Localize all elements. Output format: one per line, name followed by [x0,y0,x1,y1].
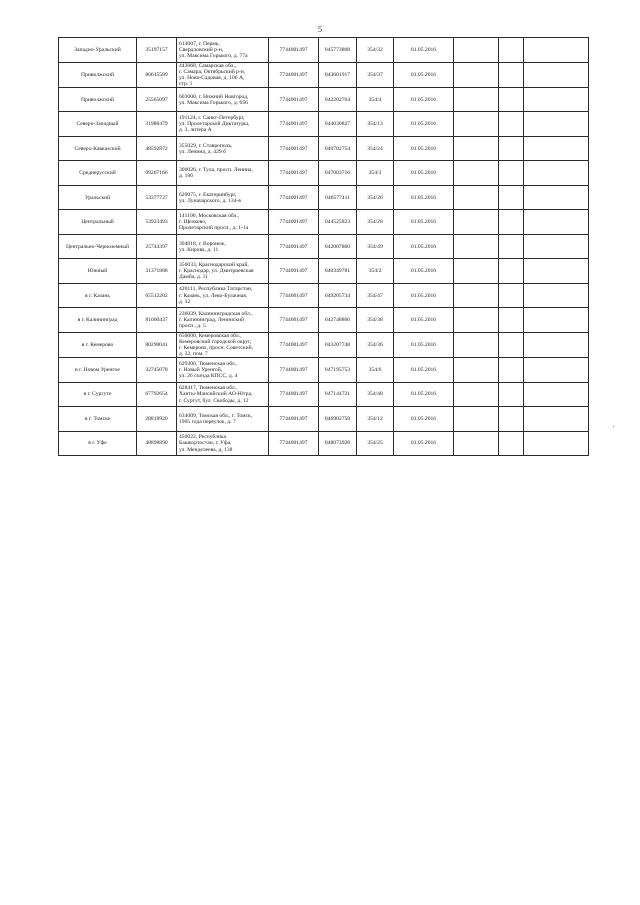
address-cell [177,407,269,432]
empty-cell [454,431,499,456]
order-number-cell: 354/4 [357,87,394,112]
code-cell: 67792654 [137,382,177,407]
date-cell: 01.05.2016 [394,382,454,407]
address-line: ул. Пролетарской Диктатуры, [179,121,250,128]
date-cell: 01.05.2016 [394,185,454,210]
branch-name-cell: Центрально-Черноземный [59,234,137,259]
empty-cell [454,382,499,407]
address-cell [177,62,269,87]
code-cell: 48592872 [137,136,177,161]
code-cell: 09267166 [137,161,177,186]
inn-cell: 7744001497 [269,136,319,161]
address-line: 350033, Краснодарский край, [179,261,249,268]
empty-cell [524,185,589,210]
empty-cell [499,332,524,357]
empty-cell [499,62,524,87]
inn-cell: 7744001497 [269,407,319,432]
code-cell: 25565097 [137,87,177,112]
branch-name-cell: Северо-Западный [59,112,137,137]
empty-cell [499,234,524,259]
order-number-cell: 354/49 [357,234,394,259]
bik-cell: 046902758 [319,407,357,432]
code-cell: 28818920 [137,407,177,432]
date-cell: 01.05.2016 [394,38,454,63]
bik-cell: 043207748 [319,332,357,357]
date-cell: 01.05.2016 [394,259,454,284]
empty-cell [499,161,524,186]
date-cell: 01.05.2016 [394,234,454,259]
empty-cell [499,259,524,284]
order-number-cell: 354/12 [357,407,394,432]
order-number-cell: 354/36 [357,332,394,357]
address-line: г. Самара, Октябрьский р-н, [179,68,246,75]
address-cell [177,136,269,161]
order-number-cell: 354/48 [357,382,394,407]
address-cell [177,87,269,112]
date-cell: 01.05.2016 [394,136,454,161]
address-cell [177,308,269,333]
address-cell [177,283,269,308]
date-cell: 01.05.2016 [394,407,454,432]
branch-name-cell: в г. Казань [59,283,137,308]
address-cell [177,259,269,284]
address-line: ул. Максима Горького, д. 656 [179,99,248,106]
empty-cell [454,234,499,259]
address-cell [177,382,269,407]
address-line: просп., д. 5 [179,323,206,330]
empty-cell [454,161,499,186]
empty-cell [454,259,499,284]
table-row [59,210,589,235]
inn-cell: 7744001497 [269,210,319,235]
order-number-cell: 354/24 [357,136,394,161]
address-line: ул. Луначарского, д. 134-в [179,197,241,204]
table-row [59,161,589,186]
branch-name-cell: Северо-Кавказский [59,136,137,161]
address-cell [177,112,269,137]
date-cell: 01.05.2016 [394,62,454,87]
table-row [59,259,589,284]
code-cell: 31371888 [137,259,177,284]
empty-cell [499,112,524,137]
table-row [59,87,589,112]
address-line: ул. Максима Горького, д. 77а [179,52,248,59]
empty-cell [499,382,524,407]
address-line: 450022, Республика [179,434,227,441]
inn-cell: 7744001497 [269,185,319,210]
empty-cell [524,283,589,308]
bik-cell: 049205734 [319,283,357,308]
code-cell: 80615589 [137,62,177,87]
code-cell: 35197157 [137,38,177,63]
branch-name-cell: Среднерусский [59,161,137,186]
address-cell [177,210,269,235]
address-line: 629300, Тюменская обл., [179,360,238,367]
bik-cell: 048073928 [319,431,357,456]
address-line: Ханты-Мансийский АО-Югра, [179,391,253,398]
inn-cell: 7744001497 [269,87,319,112]
order-number-cell: 354/32 [357,38,394,63]
address-line: 650000, Кемеровская обл., [179,332,242,339]
table-row [59,431,589,456]
address-line: ул. Ново-Садовая, д. 106 А, [179,74,245,81]
bik-cell: 040349781 [319,259,357,284]
date-cell: 01.05.2016 [394,431,454,456]
address-line: г. Сургут, бул. Свободы, д. 12 [179,397,249,404]
date-cell: 01.05.2016 [394,358,454,383]
table-row [59,38,589,63]
branch-name-cell: в г. Кемерово [59,332,137,357]
empty-cell [499,38,524,63]
empty-cell [524,136,589,161]
branch-name-cell: в г. Сургуте [59,382,137,407]
table-row [59,407,589,432]
code-cell: 31980479 [137,112,177,137]
empty-cell [454,87,499,112]
order-number-cell: 354/47 [357,283,394,308]
date-cell: 01.05.2016 [394,87,454,112]
code-cell: 48898890 [137,431,177,456]
empty-cell [499,407,524,432]
inn-cell: 7744001497 [269,308,319,333]
empty-cell [454,407,499,432]
table-row [59,382,589,407]
date-cell: 01.05.2016 [394,161,454,186]
bik-cell: 044525823 [319,210,357,235]
order-number-cell: 354/3 [357,161,394,186]
bik-cell: 040702754 [319,136,357,161]
empty-cell [454,332,499,357]
table-row [59,234,589,259]
address-line: г. Казань, ул. Лево-Булачная, [179,292,248,299]
inn-cell: 7744001497 [269,382,319,407]
branch-name-cell: Западно-Уральский [59,38,137,63]
inn-cell: 7744001497 [269,259,319,284]
address-line: д. 32, пом. 7 [179,351,208,358]
code-cell: 53377727 [137,185,177,210]
branch-name-cell: Приволжский [59,87,137,112]
empty-cell [499,308,524,333]
branch-name-cell: Уральский [59,185,137,210]
empty-cell [524,382,589,407]
bik-cell: 042007800 [319,234,357,259]
table-row [59,332,589,357]
address-line: ул. 26 съезда КПСС, д. 4 [179,373,238,380]
address-line: Башкортостан, г. Уфа, [179,440,232,447]
code-cell: 25744397 [137,234,177,259]
address-cell [177,185,269,210]
bik-cell: 047144721 [319,382,357,407]
empty-cell [454,283,499,308]
bik-cell: 047003716 [319,161,357,186]
empty-cell [499,283,524,308]
address-line: 236039, Калининградская обл., [179,310,253,317]
address-line: ул. Менделеева, д. 138 [179,446,233,453]
branch-name-cell: Центральный [59,210,137,235]
order-number-cell: 354/26 [357,185,394,210]
code-cell: 80290041 [137,332,177,357]
code-cell: 65512202 [137,283,177,308]
empty-cell [524,308,589,333]
address-line: д. 106 [179,173,194,180]
empty-cell [524,431,589,456]
table-row [59,136,589,161]
branch-registry-table [58,37,589,456]
empty-cell [454,62,499,87]
branch-name-cell: Приволжский [59,62,137,87]
branch-name-cell: в г. Уфе [59,431,137,456]
order-number-cell: 354/2 [357,259,394,284]
bik-cell: 047195753 [319,358,357,383]
order-number-cell: 354/13 [357,112,394,137]
table-row [59,185,589,210]
empty-cell [454,308,499,333]
date-cell: 01.05.2016 [394,112,454,137]
address-line: Кемеровский городской округ, [179,338,252,345]
bik-cell: 044030827 [319,112,357,137]
inn-cell: 7744001497 [269,234,319,259]
address-line: 141100, Московская обл., [179,212,240,219]
inn-cell: 7744001497 [269,332,319,357]
empty-cell [524,87,589,112]
empty-cell [499,136,524,161]
empty-cell [454,210,499,235]
address-line: г. Краснодар, ул. Дмитриевская [179,268,254,275]
code-cell: 32745078 [137,358,177,383]
empty-cell [524,161,589,186]
address-line: 634009, Томская обл., г. Томск, [179,412,253,419]
address-cell [177,358,269,383]
bik-cell: 043601917 [319,62,357,87]
empty-cell [454,358,499,383]
inn-cell: 7744001497 [269,62,319,87]
address-line: Свердловский р-н, [179,46,224,53]
date-cell: 01.05.2016 [394,308,454,333]
empty-cell [524,407,589,432]
address-line: ул. Ленина, д. 429 б [179,148,226,155]
date-cell: 01.05.2016 [394,332,454,357]
empty-cell [524,62,589,87]
branch-name-cell: в г. Томске [59,407,137,432]
address-line: 191124, г. Санкт-Петербург, [179,114,245,121]
inn-cell: 7744001497 [269,38,319,63]
empty-cell [524,358,589,383]
code-cell: 53923493 [137,210,177,235]
address-line: д. 3, литера А [179,127,212,134]
address-line: 603000, г. Нижний Новгород, [179,93,249,100]
order-number-cell: 354/28 [357,210,394,235]
empty-cell [524,38,589,63]
table-row [59,283,589,308]
empty-cell [454,112,499,137]
address-line: 420111, Республика Татарстан, [179,286,253,293]
empty-cell [454,38,499,63]
order-number-cell: 354/6 [357,358,394,383]
address-cell [177,431,269,456]
table-row [59,308,589,333]
address-line: 1905 года переулок, д. 7 [179,419,236,425]
order-number-cell: 354/37 [357,62,394,87]
empty-cell [524,259,589,284]
address-line: 355029, г. Ставрополь, [179,142,233,149]
branch-name-cell: в г. Новом Уренгое [59,358,137,383]
address-line: 300026, г. Тула, просп. Ленина, [179,167,253,174]
address-cell [177,161,269,186]
branch-name-cell: Южный [59,259,137,284]
address-line: г. Калининград, Ленинский [179,317,245,324]
empty-cell [524,210,589,235]
empty-cell [454,185,499,210]
address-line: 614007, г. Пермь, [179,40,220,47]
address-line: Дамба, д. 11 [179,274,208,281]
address-line: д. 32 [179,298,191,305]
address-line: 443068, Самарская обл., [179,62,237,69]
order-number-cell: 354/25 [357,431,394,456]
address-cell [177,234,269,259]
empty-cell [524,112,589,137]
address-line: г. Кемерово, просп. Советский, [179,345,253,352]
table-row [59,62,589,87]
scan-mark [613,426,614,427]
inn-cell: 7744001497 [269,161,319,186]
address-line: Пролетарский просп., д. 1-1а [179,225,249,232]
date-cell: 01.05.2016 [394,210,454,235]
empty-cell [454,136,499,161]
table-row [59,112,589,137]
empty-cell [499,358,524,383]
address-line: ул. Кирова, д. 11 [179,246,219,253]
empty-cell [499,210,524,235]
bik-cell: 042202764 [319,87,357,112]
empty-cell [499,431,524,456]
code-cell: 81600437 [137,308,177,333]
order-number-cell: 354/38 [357,308,394,333]
address-line: 620075, г. Екатеринбург, [179,191,237,198]
address-line: г. Новый Уренгой, [179,366,223,373]
inn-cell: 7744001497 [269,358,319,383]
page-number: 5 [318,25,322,34]
empty-cell [499,185,524,210]
bik-cell: 042748866 [319,308,357,333]
date-cell: 01.05.2016 [394,283,454,308]
empty-cell [524,234,589,259]
address-cell [177,332,269,357]
inn-cell: 7744001497 [269,112,319,137]
inn-cell: 7744001497 [269,431,319,456]
address-line: 628417, Тюменская обл., [179,385,238,392]
empty-cell [524,332,589,357]
bik-cell: 045773808 [319,38,357,63]
branch-name-cell: в г. Калининград [59,308,137,333]
inn-cell: 7744001497 [269,283,319,308]
address-line: 394018, г. Воронеж, [179,240,226,247]
bik-cell: 046577411 [319,185,357,210]
address-cell [177,38,269,63]
address-line: стр. 1 [179,80,193,87]
table-row [59,358,589,383]
address-line: г. Щелково, [179,219,207,226]
empty-cell [499,87,524,112]
